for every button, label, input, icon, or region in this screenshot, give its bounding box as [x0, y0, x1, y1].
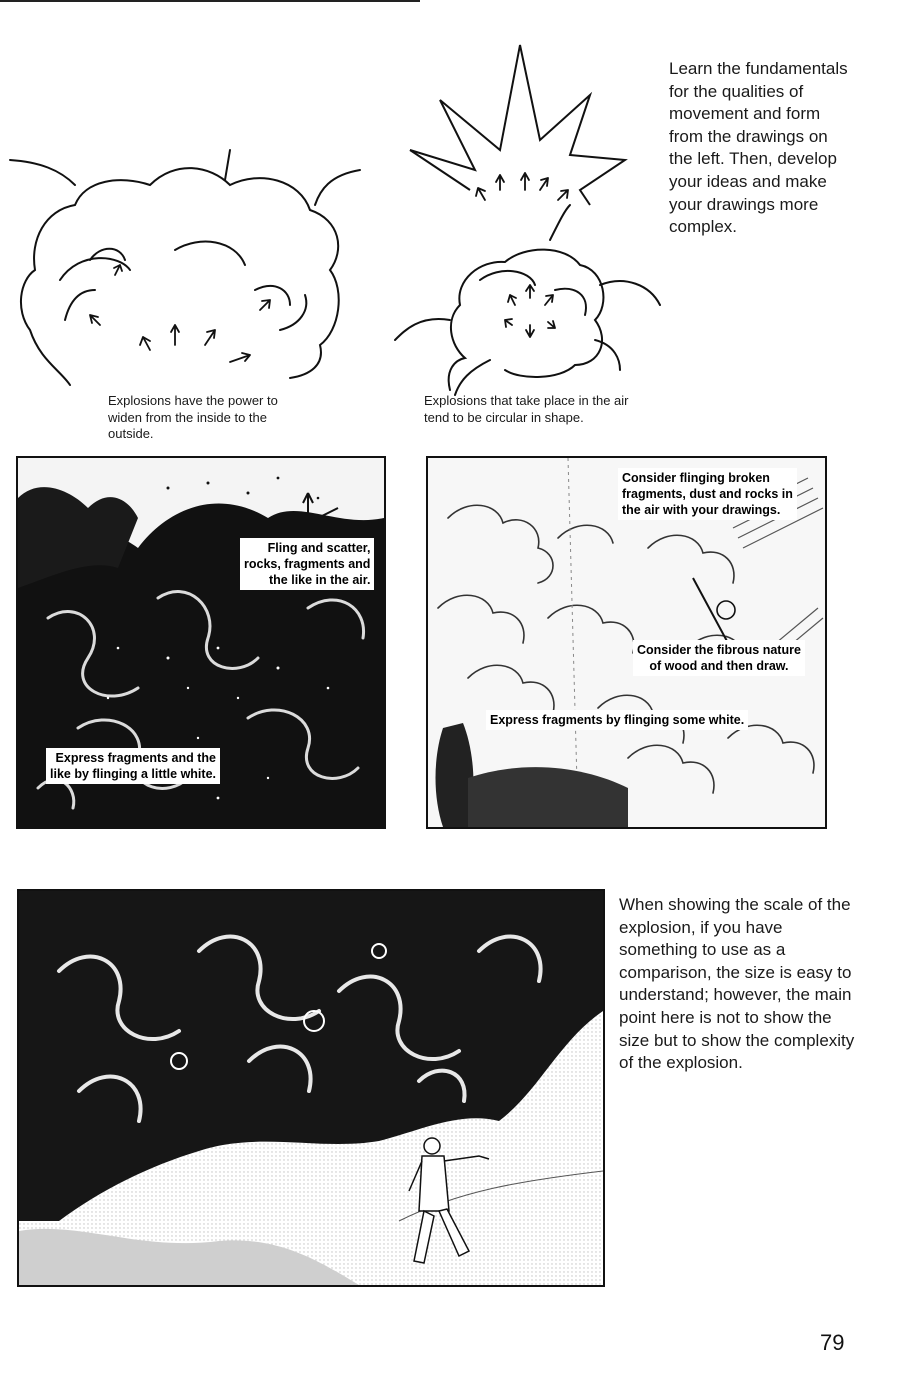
diagram1-caption: Explosions have the power to widen from the inside to the outside. — [108, 393, 278, 441]
panel-2-callout-top: Consider flinging broken fragments, dust and rocks in the air with your drawings. — [618, 468, 797, 520]
panel-1-callout-bottom: Express fragments and the like by flinging a little white. — [46, 748, 220, 784]
ground-explosion-diagram — [0, 140, 380, 390]
panel-1-dark-explosion — [16, 456, 386, 829]
panel-2-forest-explosion — [426, 456, 827, 829]
air-explosion-diagram — [390, 40, 670, 400]
panel-3-art — [19, 891, 603, 1285]
panel-3-large-explosion — [17, 889, 605, 1287]
page-number: 79 — [820, 1330, 845, 1355]
diagram2-caption: Explosions that take place in the air tend to be circular in shape. — [424, 393, 629, 425]
intro-text: Learn the fundamentals for the qualities of movement and form from the drawings on the left. Then, develop your ideas and make your drawings more complex. — [669, 59, 848, 237]
panel-2-callout-middle: Consider the fibrous nature of wood and then draw. — [633, 640, 805, 676]
top-rule — [0, 0, 420, 2]
panel-2-callout-bottom: Express fragments by flinging some white. — [486, 710, 748, 730]
panel-1-callout-top: Fling and scatter, rocks, fragments and the like in the air. — [240, 538, 374, 590]
scale-text: When showing the scale of the explosion, if you have something to use as a comparison, the size is easy to understand; however, the main point here is not to show the size but to show the complexity of the explosion. — [619, 895, 855, 1073]
